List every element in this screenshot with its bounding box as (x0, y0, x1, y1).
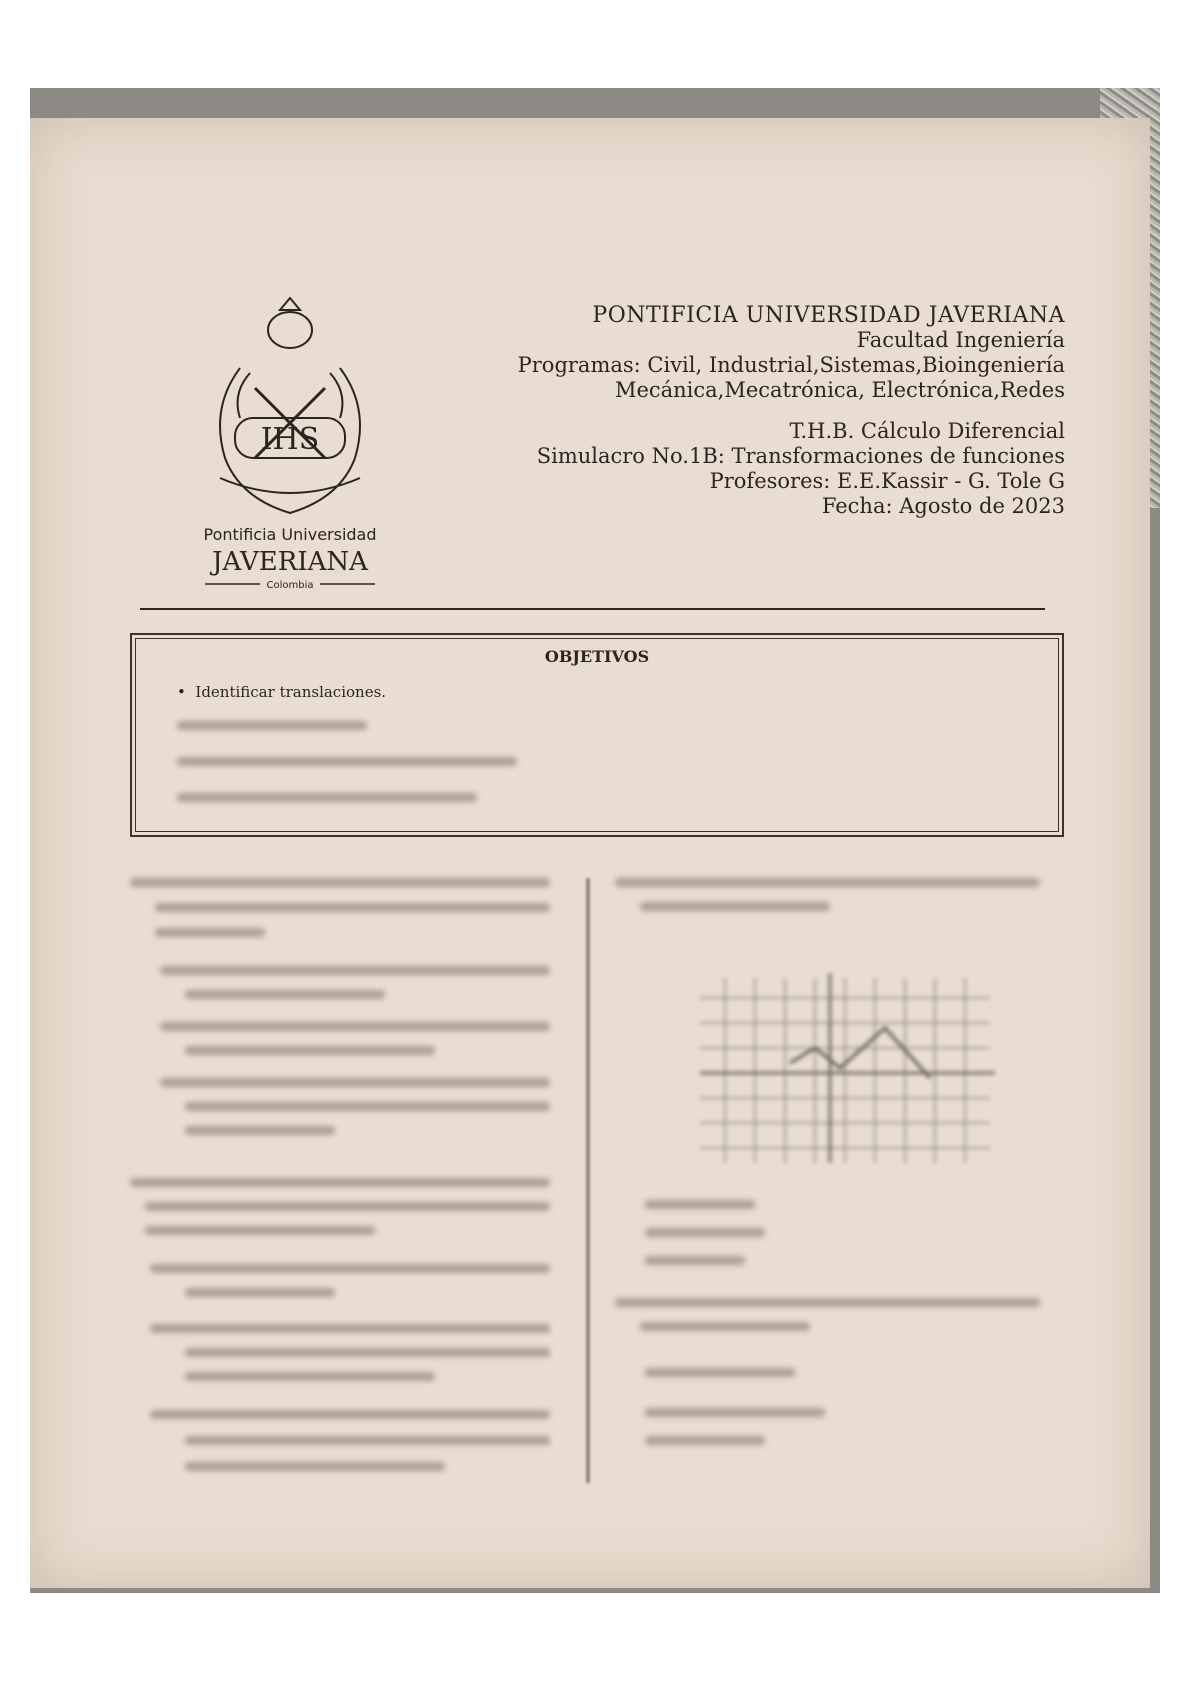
programs-line2: Mecánica,Mecatrónica, Electrónica,Redes (614, 378, 1065, 402)
header-block (518, 303, 1065, 519)
column-divider (586, 878, 590, 1483)
header-divider (140, 608, 1045, 610)
objectives-title: OBJETIVOS (544, 647, 650, 666)
professors: Profesores: E.E.Kassir - G. Tole G (709, 469, 1065, 493)
logo-line1: Pontificia Universidad (203, 525, 377, 544)
function-graph (680, 968, 1010, 1168)
logo-line2: JAVERIANA (212, 547, 368, 577)
exam-date: Fecha: Agosto de 2023 (821, 494, 1065, 518)
university-logo (180, 278, 400, 608)
programs-line1: Programas: Civil, Industrial,Sistemas,Bioingeniería (517, 353, 1065, 377)
photo-frame (30, 88, 1160, 1593)
logo-line3: Colombia (266, 580, 314, 591)
faculty-name: Facultad Ingeniería (856, 328, 1065, 352)
logo-monogram: IHS (260, 422, 320, 457)
objectives-box (130, 633, 1064, 837)
objective-item: • Identificar translaciones. (177, 683, 387, 701)
university-name: PONTIFICIA UNIVERSIDAD JAVERIANA (592, 303, 1065, 328)
exam-title: Simulacro No.1B: Transformaciones de funciones (536, 444, 1065, 468)
exam-sheet (30, 118, 1150, 1588)
course-name: T.H.B. Cálculo Diferencial (789, 419, 1065, 443)
crown-icon (280, 298, 300, 310)
